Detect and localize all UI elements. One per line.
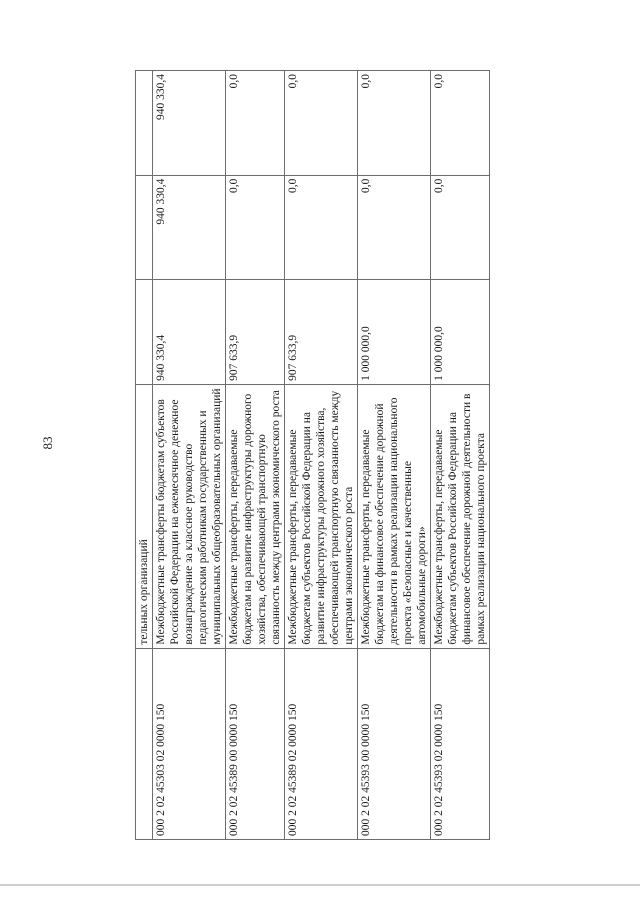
row-value-2 (136, 175, 153, 280)
row-value-1: 907 633,9 (226, 280, 285, 385)
row-code: 000 2 02 45393 02 0000 150 (431, 648, 490, 839)
row-value-3: 940 330,4 (153, 71, 226, 176)
row-value-1 (136, 280, 153, 385)
row-value-2: 0,0 (285, 175, 358, 280)
row-value-2: 0,0 (431, 175, 490, 280)
row-description: Межбюджетные трансферты бюджетам субъектов Российской Федерации на ежемесячное денежное вознаграждение за классное руководство педагогическим работникам государственных и муниципальных общеобразовательных организаций (153, 384, 226, 648)
row-value-3: 0,0 (226, 71, 285, 176)
row-value-2: 0,0 (226, 175, 285, 280)
table-row (136, 71, 153, 840)
table-row (285, 71, 358, 840)
row-description: Межбюджетные трансферты, передаваемые бюджетам на развитие инфраструктуры дорожного хозяйства, обеспечивающей транспортную связанность между центрами экономического роста (226, 384, 285, 648)
row-value-1: 907 633,9 (285, 280, 358, 385)
row-value-2: 0,0 (358, 175, 431, 280)
table-row (431, 71, 490, 840)
row-value-3: 0,0 (431, 71, 490, 176)
table-row (153, 71, 226, 840)
row-value-3: 0,0 (285, 71, 358, 176)
row-description: Межбюджетные трансферты, передаваемые бюджетам субъектов Российской Федерации на развитие инфраструктуры дорожного хозяйства, обеспечивающей транспортную связанность между центрами экономического роста (285, 384, 358, 648)
table-row (358, 71, 431, 840)
rotated-table-sheet (135, 74, 520, 840)
row-value-1: 1 000 000,0 (358, 280, 431, 385)
row-code: 000 2 02 45389 00 0000 150 (226, 648, 285, 839)
scan-edge-line (0, 884, 640, 886)
table-row (226, 71, 285, 840)
row-code: 000 2 02 45393 00 0000 150 (358, 648, 431, 839)
row-value-1: 1 000 000,0 (431, 280, 490, 385)
row-description: тельных организаций (136, 384, 153, 648)
row-value-2: 940 330,4 (153, 175, 226, 280)
row-description: Межбюджетные трансферты, передаваемые бюджетам на финансовое обеспечение дорожной деятельности в рамках реализации национального проекта «Безопасные и качественные автомобильные дороги» (358, 384, 431, 648)
row-code: 000 2 02 45303 02 0000 150 (153, 648, 226, 839)
row-value-1: 940 330,4 (153, 280, 226, 385)
row-value-3 (136, 71, 153, 176)
row-value-3: 0,0 (358, 71, 431, 176)
row-code (136, 648, 153, 839)
page-number: 83 (40, 436, 55, 450)
budget-transfers-table (135, 70, 490, 840)
row-description: Межбюджетные трансферты, передаваемые бюджетам субъектов Российской Федерации на финансовое обеспечение дорожной деятельности в рамках реализации национального проекта (431, 384, 490, 648)
row-code: 000 2 02 45389 02 0000 150 (285, 648, 358, 839)
